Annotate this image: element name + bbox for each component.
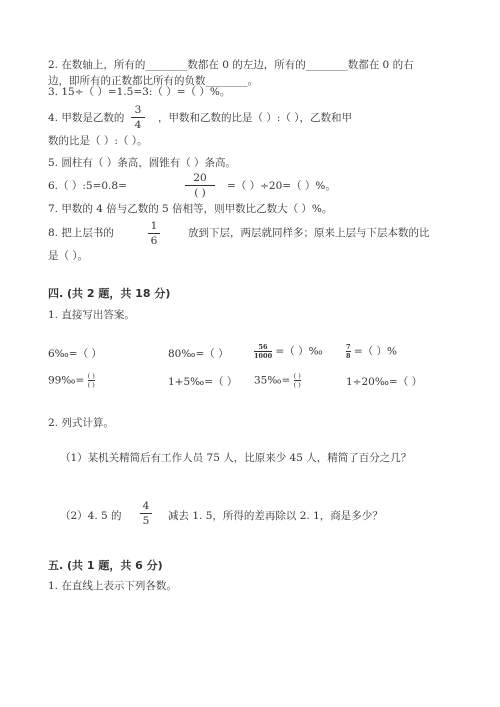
calc-r2c2: 1+5‰=（ ）: [168, 376, 238, 388]
calc-r1c4-num: 7: [346, 343, 351, 351]
calc-r2c4: 1÷20‰=（ ）: [346, 376, 423, 388]
section4-sub1: （1）某机关精简后有工作人员 75 人，比原来少 45 人，精简了百分之几？: [60, 452, 412, 464]
section4-sub2-prefix: （2）4. 5 的: [60, 510, 122, 522]
q8-frac-num: 1: [150, 220, 158, 232]
q6-frac-den: ( ): [194, 187, 206, 199]
calc-r2c3: [254, 372, 301, 389]
q2-line2: 边，即所有的正数都比所有的负数________。: [48, 75, 258, 87]
calc-r2c3-fraction: [294, 372, 301, 389]
calc-r1c3-text: =（ ）‰: [275, 345, 323, 358]
calc-r2c1-text: 99‰=: [48, 374, 85, 387]
q4-frac-den: 4: [134, 119, 142, 131]
calc-r2c3-den: ( ): [293, 381, 301, 389]
calc-r1c2: 80‰=（ ）: [168, 348, 229, 360]
section4-sub2-suffix: 减去 1. 5，所得的差再除以 2. 1，商是多少？: [168, 510, 383, 522]
section5-title: 五. (共 1 题，共 6 分): [48, 559, 163, 572]
calc-r1c4-text: =（ ）%: [353, 345, 397, 358]
q4-line2: 数的比是（ ）:（ ）。: [48, 135, 148, 147]
calc-r2c3-text: 35‰=: [254, 374, 291, 387]
calc-r1c1: 6‰=（ ）: [48, 348, 102, 360]
section4-q2: 2. 列式计算。: [48, 417, 114, 429]
section4-title: 四. (共 2 题，共 18 分): [48, 287, 171, 300]
calc-r1c4-den: 8: [346, 352, 351, 360]
calc-r1c4-fraction: [346, 343, 351, 360]
section4-q1: 1. 直接写出答案。: [48, 309, 135, 321]
q8-line2: 是（ ）。: [48, 250, 89, 262]
q6-frac-num: 20: [193, 172, 207, 184]
calc-r2c1-num: ( ): [87, 372, 95, 380]
q6-fraction: [185, 172, 215, 199]
q3-text: 3. 15÷（ ）=1.5=3:（ ）=（ ）%。: [48, 86, 231, 98]
q5-text: 5. 圆柱有（ ）条高，圆锥有（ ）条高。: [48, 157, 237, 169]
q4-prefix: 4. 甲数是乙数的: [48, 112, 125, 124]
q4-fraction: [131, 104, 145, 131]
calc-r1c3-num: 56: [258, 343, 268, 351]
q6-suffix: =（ ）÷20=（ ）%。: [227, 180, 336, 192]
calc-r1c3-fraction: [254, 343, 272, 360]
calc-r2c1-fraction: [88, 372, 95, 389]
q8-prefix: 8. 把上层书的: [48, 227, 114, 239]
calc-r1c4: [346, 343, 397, 360]
q2-line1: 2. 在数轴上，所有的________数都在 0 的左边，所有的________数都在 0 的右: [48, 59, 414, 71]
section4-sub2-fraction: [140, 500, 152, 527]
q8-frac-den: 6: [150, 235, 158, 247]
calc-r2c3-num: ( ): [293, 372, 301, 380]
q8-suffix: 放到下层，两层就同样多；原来上层与下层本数的比: [188, 227, 430, 239]
q4-frac-num: 3: [134, 104, 142, 116]
section5-q1: 1. 在直线上表示下列各数。: [48, 580, 177, 592]
q7-text: 7. 甲数的 4 倍与乙数的 5 倍相等，则甲数比乙数大（ ）%。: [48, 203, 333, 215]
sub2-frac-num: 4: [142, 500, 150, 512]
sub2-frac-den: 5: [142, 515, 150, 527]
q8-fraction: [148, 220, 160, 247]
q4-suffix: ，甲数和乙数的比是（ ）:（ ），乙数和甲: [158, 112, 352, 124]
calc-r1c3: [254, 343, 323, 360]
calc-r2c1: [48, 372, 95, 389]
calc-r1c3-den: 1000: [254, 352, 273, 360]
q6-prefix: 6.（ ）:5=0.8=: [48, 180, 127, 192]
calc-r2c1-den: ( ): [87, 381, 95, 389]
